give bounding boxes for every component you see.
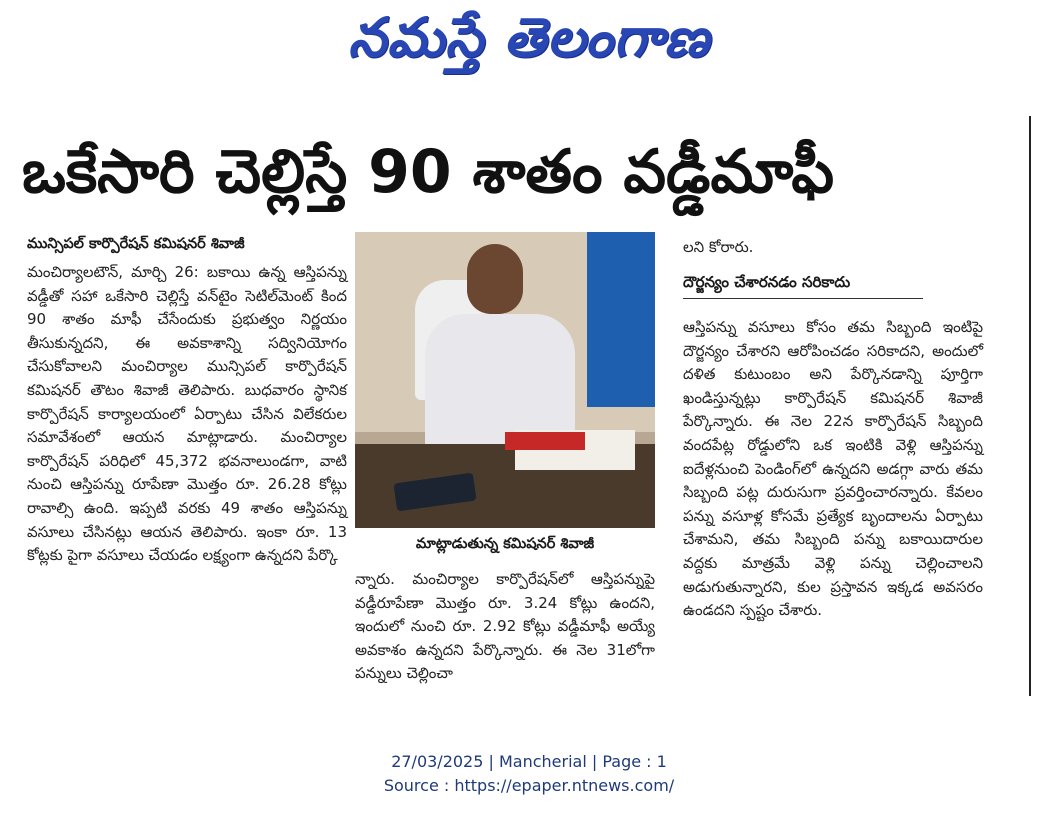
article-headline: ఒకేసారి చెల్లిస్తే 90 శాతం వడ్డీమాఫీ [22, 137, 834, 207]
article-photo [355, 232, 655, 528]
article-paragraph: న్నారు. మంచిర్యాల కార్పొరేషన్‌లో ఆస్తిపన్నుపై వడ్డీరూపేణా మొత్తం రూ. 3.24 కోట్లు ఉందని, ఇందులో నుంచి రూ. 2.92 కోట్లు వడ్డీమాఫీ అయ్యే అవకాశం ఉన్నదని పేర్కొన్నారు. ఈ నెల 31లోగా పన్నులు చెల్లించా [355, 570, 655, 683]
article-paragraph: ఆస్తిపన్ను వసూలు కోసం తమ సిబ్బంది ఇంటిపై దౌర్జన్యం చేశారని ఆరోపించడం సరికాదని, అందులో దళిత కుటుంబం అని పేర్కొనడాన్ని పూర్తిగా ఖండిస్తున్నట్లు కార్పొరేషన్ కమిషనర్ శివాజీ పేర్కొన్నారు. ఈ నెల 22న కార్పొరేషన్ సిబ్బంది వందపేట్ల రోడ్డులోని ఒక ఇంటికి వెళ్లి ఆస్తిపన్ను ఐదేళ్లనుంచి పెండింగ్‌లో ఉన్నదని అడగ్గా వారు తమ సిబ్బంది పట్ల దురుసుగా ప్రవర్తించారన్నారు. కేవలం పన్ను వసూళ్ల కోసమే ప్రత్యేక బృందాలను ఏర్పాటు చేశామని, తమ సిబ్బంది పన్ను బకాయిదారుల వద్దకు మాత్రమే వెళ్లి పన్ను చెల్లించాలని అడుగుతున్నారని, కుల ప్రస్తావన ఇక్కడ అవసరం ఉండదని స్పష్టం చేశారు. [683, 318, 983, 620]
article-byline: మున్సిపల్ కార్పొరేషన్ కమిషనర్ శివాజీ [27, 236, 245, 252]
article-column-2 [355, 568, 655, 686]
footer-source: Source : https://epaper.ntnews.com/ [383, 776, 675, 795]
footer-date-edition: 27/03/2025 | Mancherial | Page : 1 [391, 752, 667, 771]
page-footer [0, 750, 1058, 798]
photo-caption: మాట్లాడుతున్న కమిషనర్ శివాజీ [415, 536, 595, 552]
article-column-1 [27, 261, 347, 568]
article-subheading: దౌర్జన్యం చేశారనడం సరికాదు [683, 273, 851, 291]
masthead [0, 0, 1058, 80]
notice-board [587, 232, 655, 407]
article-paragraph: లని కోరారు. [683, 238, 754, 256]
newspaper-logo: నమస్తే తెలంగాణ [348, 6, 710, 69]
article-column-3-top [683, 236, 983, 260]
column-divider [1029, 116, 1031, 696]
article-column-3 [683, 316, 983, 623]
subheading-underline [683, 298, 923, 299]
article-paragraph: మంచిర్యాలటౌన్, మార్చి 26: బకాయి ఉన్న ఆస్తిపన్ను వడ్డీతో సహా ఒకేసారి చెల్లిస్తే వన్‌టైం సెటిల్‌మెంట్ కింద 90 శాతం మాఫీ చేసేందుకు ప్రభుత్వం నిర్ణయం తీసుకున్నదని, ఈ అవకాశాన్ని సద్వినియోగం చేసుకోవాలని మంచిర్యాల మున్సిపల్ కార్పొరేషన్ కమిషనర్ తౌటం శివాజీ తెలిపారు. బుధవారం స్థానిక కార్పొరేషన్ కార్యాలయంలో ఏర్పాటు చేసిన విలేకరుల సమావేశంలో ఆయన మాట్లాడారు. మంచిర్యాల కార్పొరేషన్ పరిధిలో 45,372 భవనాలుండగా, వాటి నుంచి ఆస్తిపన్ను రూపేణా మొత్తం రూ. 26.28 కోట్లు రావాల్సి ఉంది. ఇప్పటి వరకు 49 శాతం ఆస్తిపన్ను వసూలు చేసినట్లు ఆయన తెలిపారు. ఇంకా రూ. 13 కోట్లకు పైగా వసూలు చేయడం లక్ష్యంగా ఉన్నదని పేర్కొ [27, 263, 347, 565]
